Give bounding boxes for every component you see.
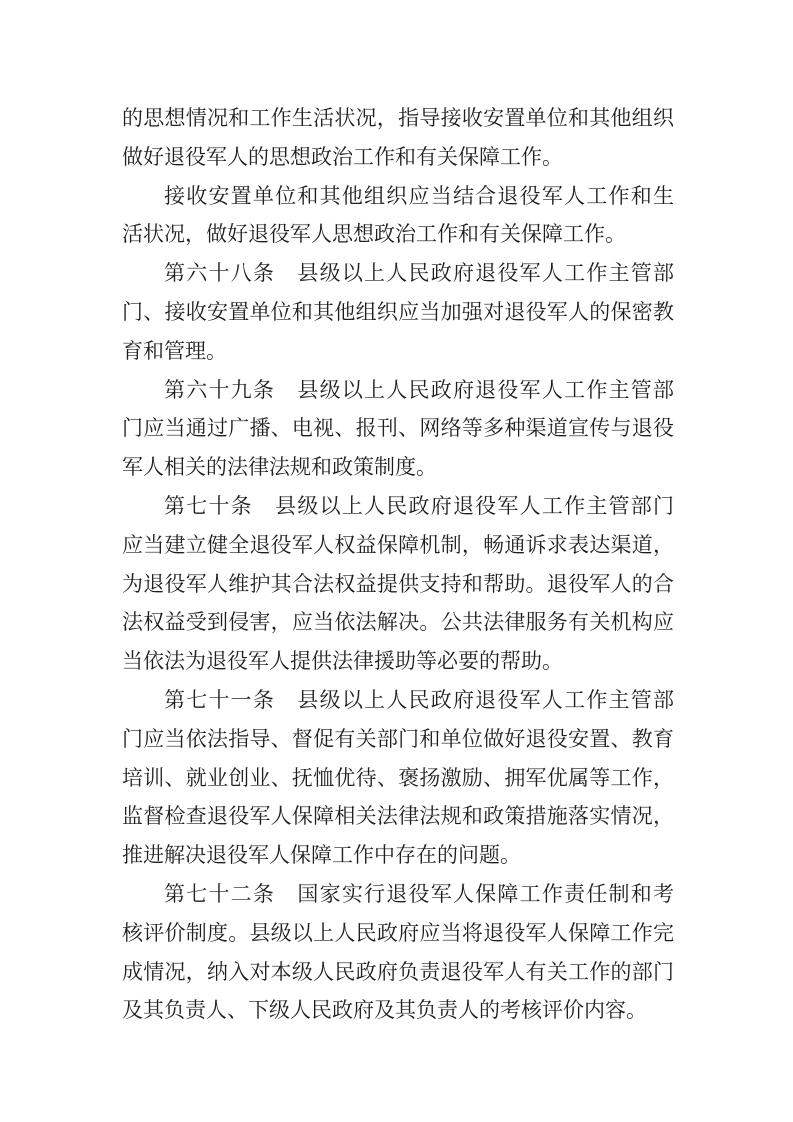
text-line: 成情况，纳入对本级人民政府负责退役军人有关工作的部门 (122, 959, 674, 984)
body-text (122, 99, 674, 1030)
text-line: 应当建立健全退役军人权益保障机制，畅通诉求表达渠道， (122, 532, 674, 557)
text-line: 为退役军人维护其合法权益提供支持和帮助。退役军人的合 (122, 571, 674, 596)
text-line: 做好退役军人的思想政治工作和有关保障工作。 (122, 144, 563, 169)
text-line: 及其负责人、下级人民政府及其负责人的考核评价内容。 (122, 998, 647, 1023)
text-line: 门应当通过广播、电视、报刊、网络等多种渠道宣传与退役 (122, 416, 674, 441)
article-68-heading-line: 第六十八条 县级以上人民政府退役军人工作主管部 (164, 261, 674, 286)
text-line: 核评价制度。县级以上人民政府应当将退役军人保障工作完 (122, 920, 674, 945)
text-line: 军人相关的法律法规和政策制度。 (122, 455, 437, 480)
text-line: 育和管理。 (122, 338, 227, 363)
text-line: 门、接收安置单位和其他组织应当加强对退役军人的保密教 (122, 299, 674, 324)
text-line: 培训、就业创业、抚恤优待、褒扬激励、拥军优属等工作， (122, 765, 674, 790)
text-line: 活状况，做好退役军人思想政治工作和有关保障工作。 (122, 222, 626, 247)
text-line: 的思想情况和工作生活状况，指导接收安置单位和其他组织 (122, 106, 674, 130)
article-72-heading-line: 第七十二条 国家实行退役军人保障工作责任制和考 (164, 881, 674, 906)
text-line: 门应当依法指导、督促有关部门和单位做好退役安置、教育 (122, 726, 674, 751)
article-70-heading-line: 第七十条 县级以上人民政府退役军人工作主管部门 (164, 493, 674, 518)
article-69-heading-line: 第六十九条 县级以上人民政府退役军人工作主管部 (164, 377, 674, 402)
text-line: 当依法为退役军人提供法律援助等必要的帮助。 (122, 649, 563, 674)
text-line: 法权益受到侵害，应当依法解决。公共法律服务有关机构应 (122, 610, 674, 635)
article-71-heading-line: 第七十一条 县级以上人民政府退役军人工作主管部 (164, 687, 674, 712)
paragraph-first-line: 接收安置单位和其他组织应当结合退役军人工作和生 (164, 183, 674, 208)
text-line: 监督检查退役军人保障相关法律法规和政策措施落实情况， (122, 804, 674, 829)
text-line: 推进解决退役军人保障工作中存在的问题。 (122, 843, 521, 868)
